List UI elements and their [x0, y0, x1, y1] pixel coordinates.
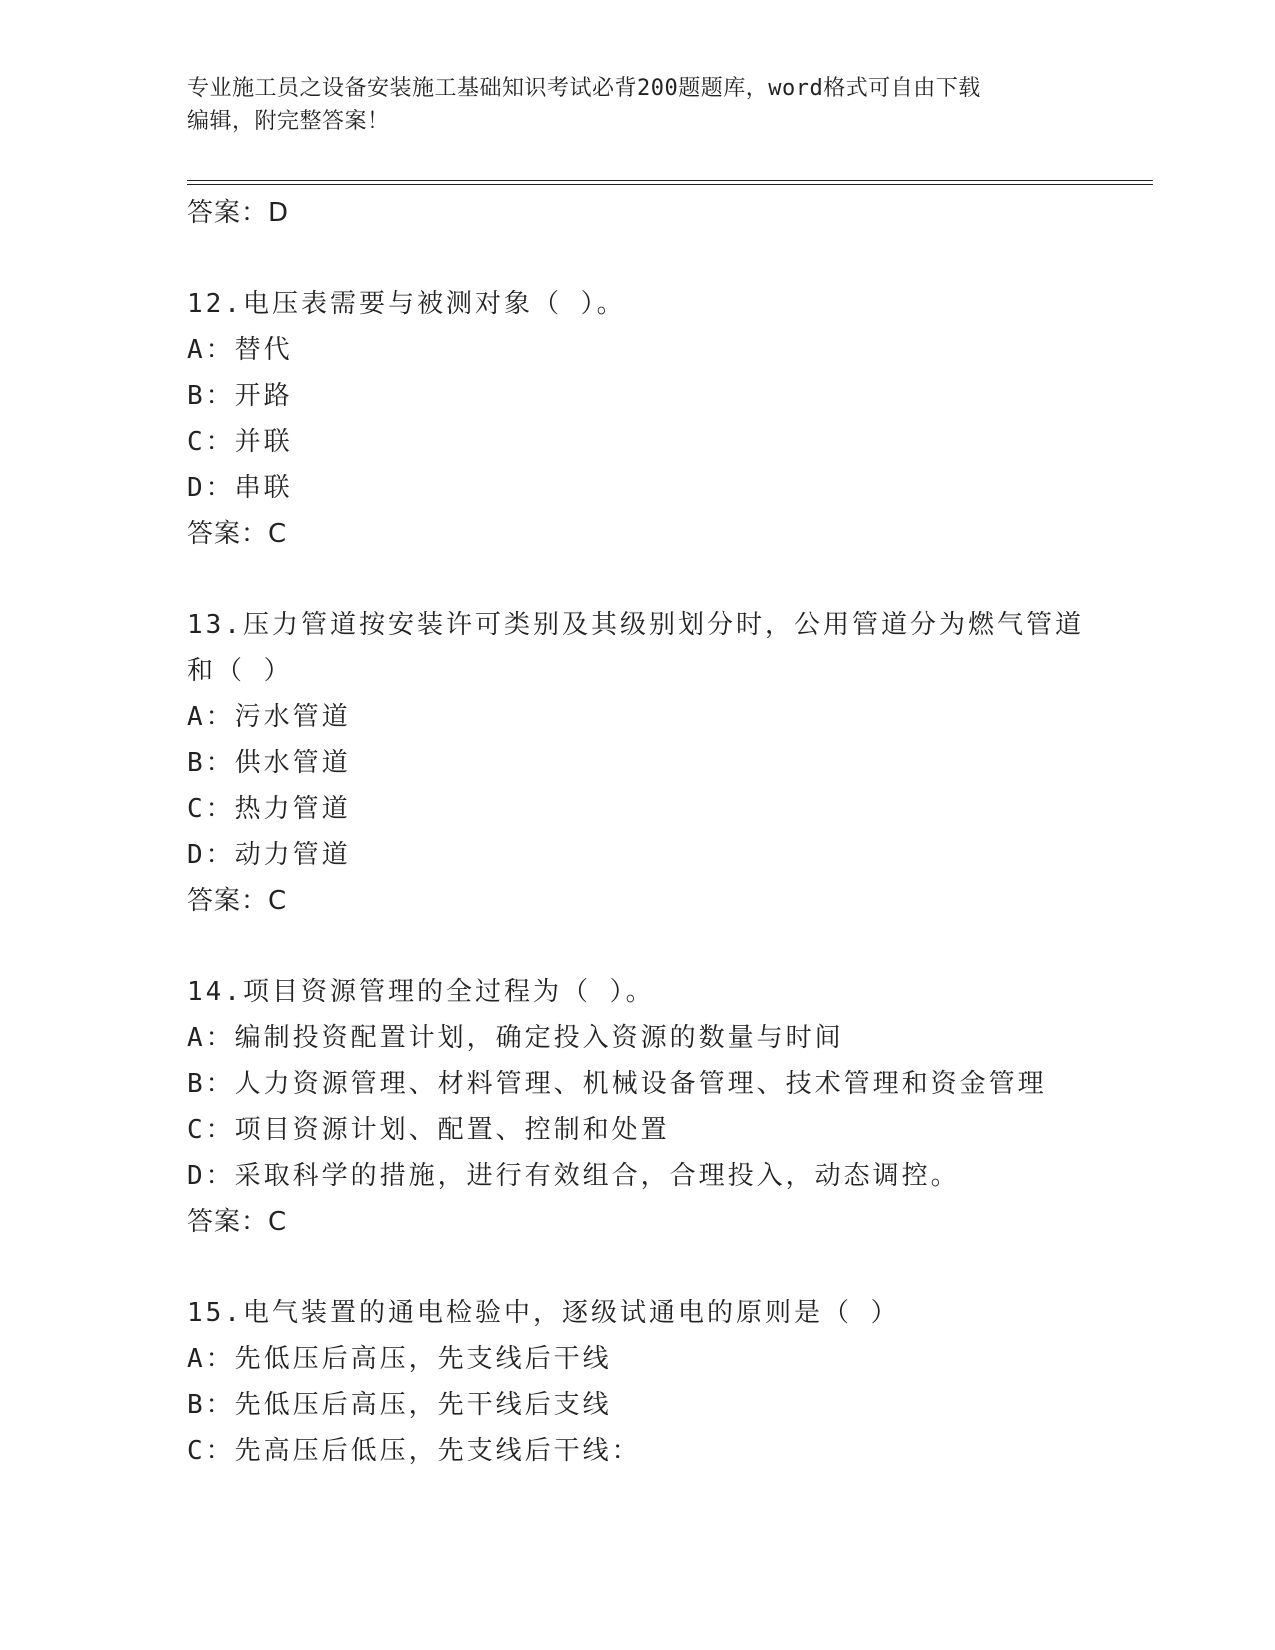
previous-answer: 答案：D — [187, 198, 290, 228]
option-a: A：编制投资配置计划，确定投入资源的数量与时间 — [187, 1023, 844, 1053]
question-stem: 12.电压表需要与被测对象（ ）。 — [187, 289, 626, 319]
question-list — [187, 190, 1147, 1474]
page-header — [187, 72, 1087, 138]
option-b: B：人力资源管理、材料管理、机械设备管理、技术管理和资金管理 — [187, 1069, 1047, 1099]
header-title-line-2: 编辑，附完整答案！ — [187, 109, 390, 134]
option-d: D：动力管道 — [187, 840, 351, 870]
answer: 答案：C — [187, 886, 288, 916]
option-d: D：采取科学的措施，进行有效组合，合理投入，动态调控。 — [187, 1161, 960, 1191]
header-title-line-1: 专业施工员之设备安装施工基础知识考试必背200题题库，word格式可自由下载 — [187, 76, 981, 101]
question-stem-line-1: 13.压力管道按安装许可类别及其级别划分时，公用管道分为燃气管道 — [187, 610, 1084, 640]
question-13 — [187, 602, 1147, 924]
question-15 — [187, 1290, 1147, 1474]
option-c: C：并联 — [187, 427, 293, 457]
option-c: C：先高压后低压，先支线后干线： — [187, 1436, 641, 1466]
question-stem: 14.项目资源管理的全过程为（ ）。 — [187, 977, 655, 1007]
question-14 — [187, 969, 1147, 1245]
question-12 — [187, 281, 1147, 557]
header-divider-top — [187, 180, 1153, 181]
option-b: B：供水管道 — [187, 748, 351, 778]
option-a: A：先低压后高压，先支线后干线 — [187, 1344, 612, 1374]
answer: 答案：C — [187, 519, 288, 549]
option-c: C：热力管道 — [187, 794, 351, 824]
answer: 答案：C — [187, 1207, 288, 1237]
question-stem-line-2: 和（ ） — [187, 656, 293, 686]
option-b: B：先低压后高压，先干线后支线 — [187, 1390, 612, 1420]
option-a: A：污水管道 — [187, 702, 351, 732]
option-d: D：串联 — [187, 473, 293, 503]
option-a: A：替代 — [187, 335, 293, 365]
question-stem: 15.电气装置的通电检验中，逐级试通电的原则是（ ） — [187, 1298, 900, 1328]
option-c: C：项目资源计划、配置、控制和处置 — [187, 1115, 670, 1145]
option-b: B：开路 — [187, 381, 293, 411]
header-divider-bottom — [187, 184, 1153, 185]
